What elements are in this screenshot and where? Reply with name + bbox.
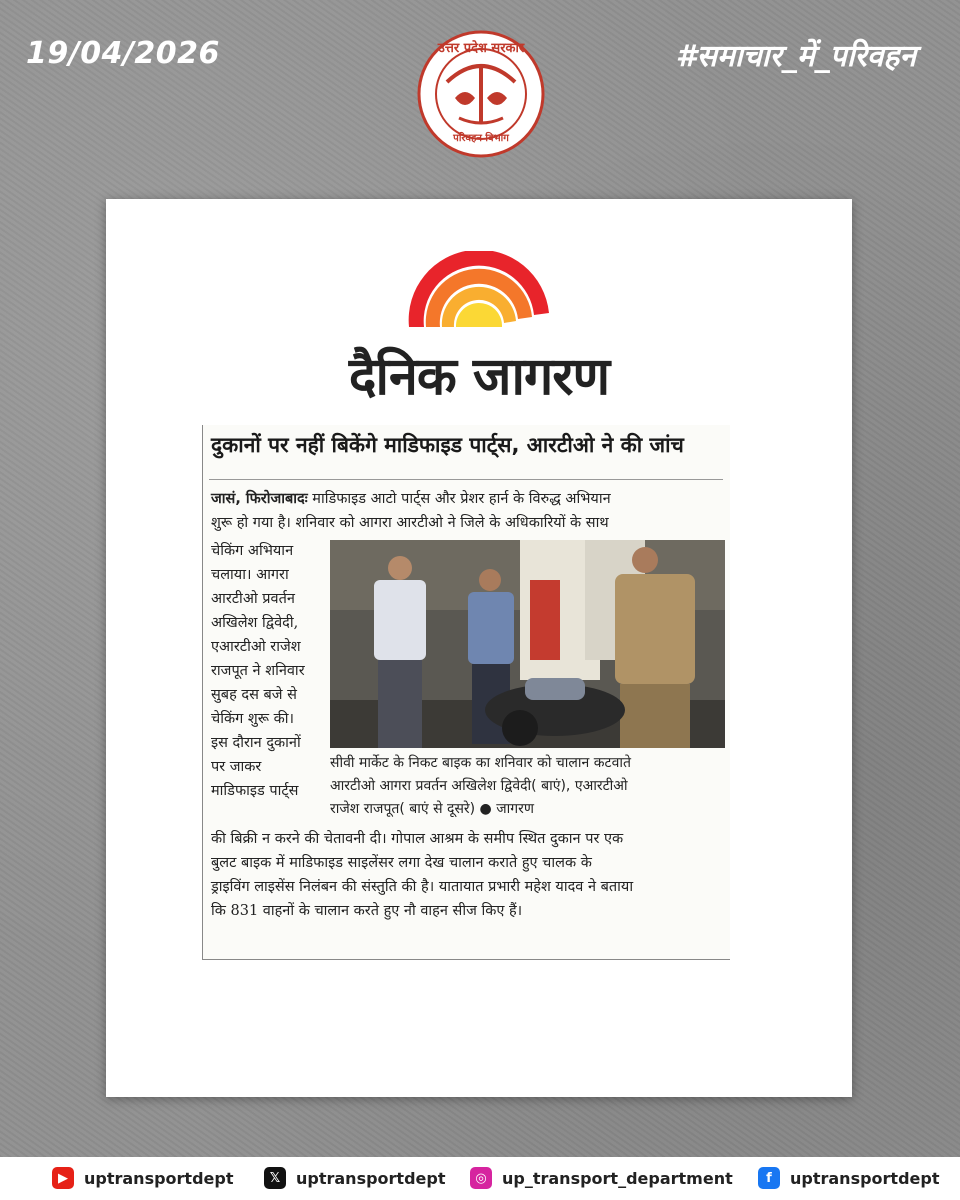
hashtag-title: #समाचार_में_परिवहन (675, 39, 916, 74)
article-column: चेकिंग अभियान चलाया। आगरा आरटीओ प्रवर्तन अखिलेश द्विवेदी, एआरटीओ राजेश राजपूत ने शनिवार सुबह दस बजे से चेकिंग शुरू की। इस दौरान दुकानों पर जाकर माडिफाइड पार्ट्स (211, 543, 305, 799)
instagram-handle: up_transport_department (502, 1168, 733, 1188)
instagram-link[interactable] (470, 1167, 733, 1189)
article-photo (330, 540, 725, 748)
post-date: 19/04/2026 (26, 36, 220, 71)
newspaper-card (106, 199, 852, 1097)
x-handle: uptransportdept (296, 1168, 446, 1188)
instagram-icon: ◎ (470, 1167, 492, 1189)
article-tail: की बिक्री न करने की चेतावनी दी। गोपाल आश्रम के समीप स्थित दुकान पर एक बुलट बाइक में माडिफाइड साइलेंसर लगा देख चालान कराते हुए चालक के ड्राइविंग लाइसेंस निलंबन की संस्तुति की है। यातायात प्रभारी महेश यादव ने बताया कि 831 वाहनों के चालान करते हुए नौ वाहन सीज किए हैं। (211, 831, 634, 919)
article-byline: जासं, फिरोजाबादः (211, 491, 308, 507)
headline-divider (209, 479, 723, 480)
news-clipping (202, 425, 730, 960)
youtube-link[interactable] (52, 1167, 233, 1189)
up-government-seal (417, 30, 545, 158)
photo-caption: सीवी मार्केट के निकट बाइक का शनिवार को चालान कटवाते आरटीओ आगरा प्रवर्तन अखिलेश द्विवेदी( बाएं), एआरटीओ राजेश राजपूत( बाएं से दूसरे) ● जागरण (330, 755, 631, 817)
article-lead-line-2: शुरू हो गया है। शनिवार को आगरा आरटीओ ने जिले के अधिकारियों के साथ (211, 515, 609, 531)
youtube-icon: ▶ (52, 1167, 74, 1189)
seal-text-top: उत्तर प्रदेश सरकार (437, 41, 525, 56)
dainik-jagran-sun-icon (406, 251, 552, 327)
checking-scene-photo (330, 540, 725, 748)
x-link[interactable] (264, 1167, 445, 1189)
facebook-handle: uptransportdept (790, 1168, 940, 1188)
newspaper-masthead: दैनिक जागरण (348, 347, 610, 407)
youtube-handle: uptransportdept (84, 1168, 234, 1188)
social-footer (0, 1157, 960, 1200)
facebook-icon: f (758, 1167, 780, 1189)
article-lead-line-1: जासं, फिरोजाबादः माडिफाइड आटो पार्ट्स और प्रेशर हार्न के विरुद्ध अभियान (211, 491, 611, 507)
facebook-link[interactable] (758, 1167, 939, 1189)
seal-text-bottom: परिवहन विभाग (453, 133, 509, 144)
x-icon: 𝕏 (264, 1167, 286, 1189)
article-headline: दुकानों पर नहीं बिकेंगे माडिफाइड पार्ट्स, आरटीओ ने की जांच (211, 433, 684, 457)
